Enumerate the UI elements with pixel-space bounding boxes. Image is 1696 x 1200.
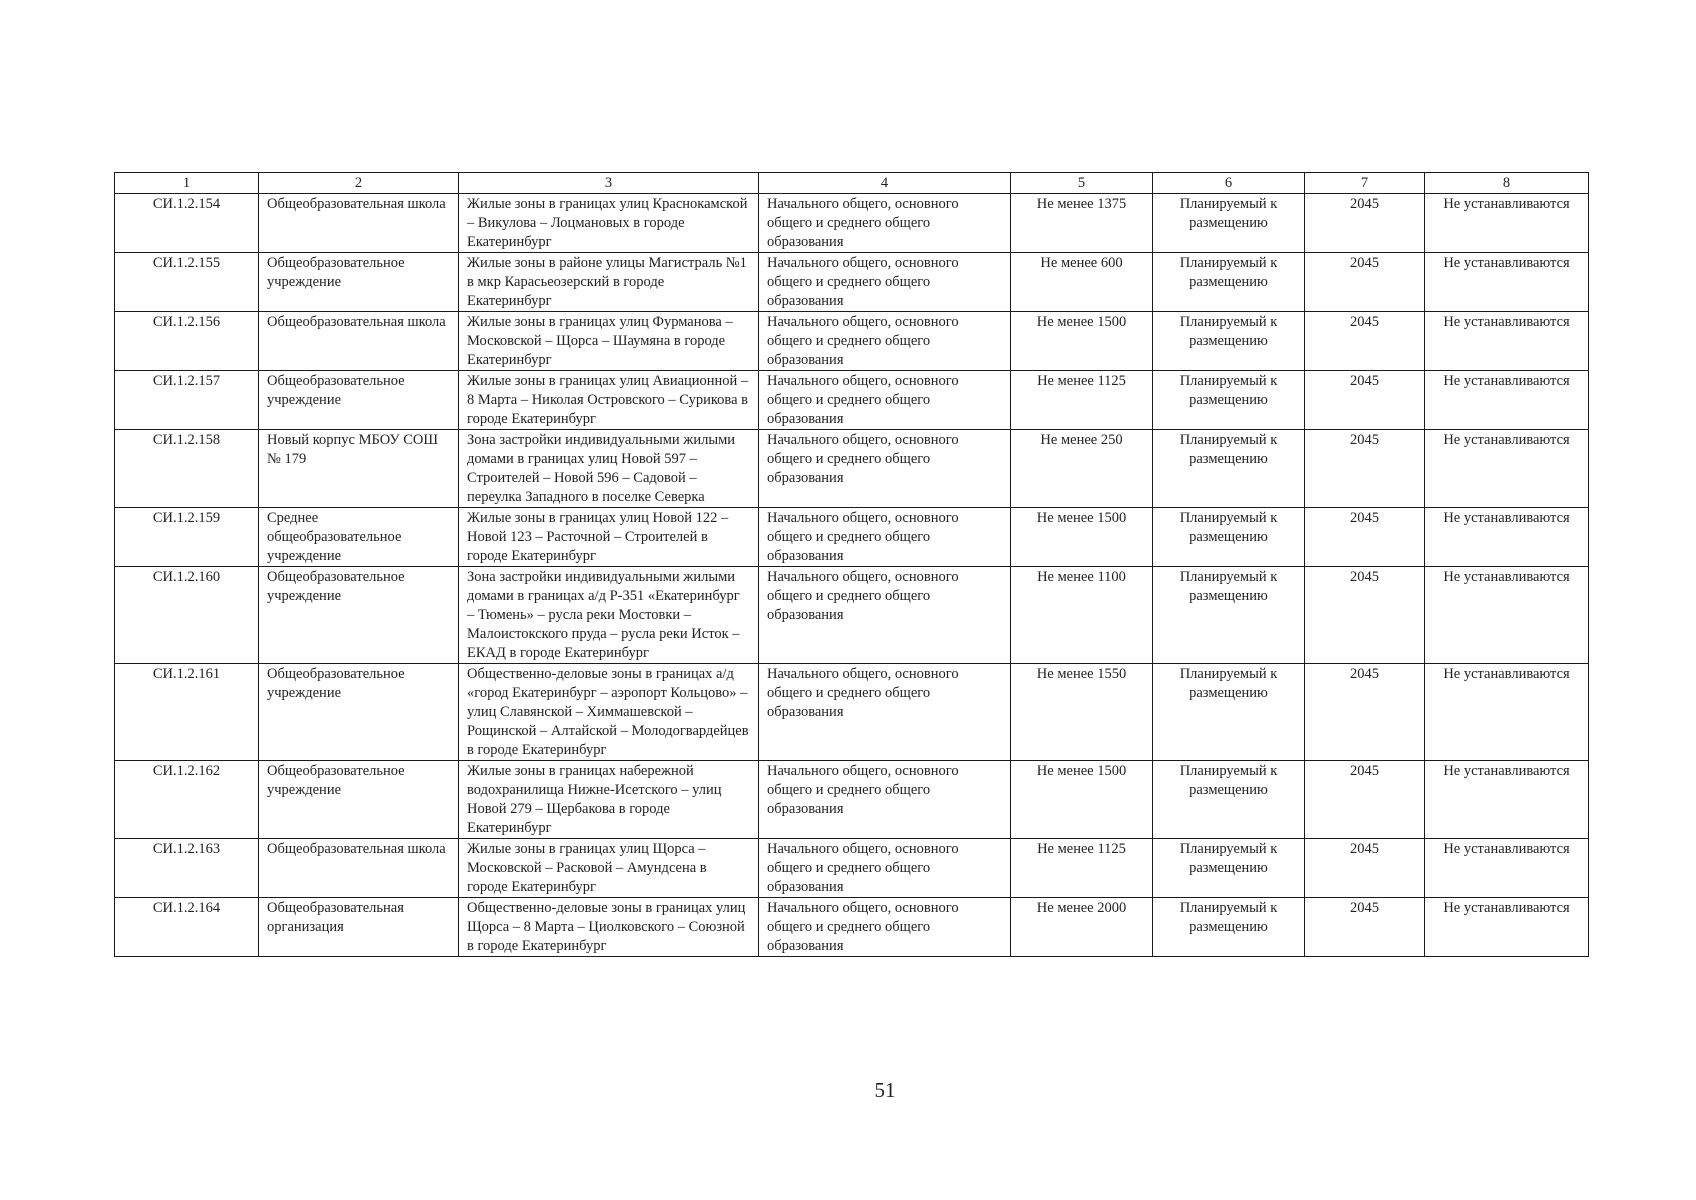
cell-status: Планируемый к размещению: [1153, 898, 1305, 957]
table-row: [115, 761, 1589, 839]
cell-year: 2045: [1305, 430, 1425, 508]
cell-zones: Не устанавливаются: [1425, 664, 1589, 761]
cell-capacity: Не менее 250: [1011, 430, 1153, 508]
cell-object-name: Общеобразовательное учреждение: [259, 664, 459, 761]
column-header: 4: [759, 173, 1011, 194]
cell-status: Планируемый к размещению: [1153, 839, 1305, 898]
cell-zones: Не устанавливаются: [1425, 567, 1589, 664]
cell-code: СИ.1.2.162: [115, 761, 259, 839]
cell-code: СИ.1.2.155: [115, 253, 259, 312]
cell-location: Общественно-деловые зоны в границах улиц Щорса – 8 Марта – Циолковского – Союзной в городе Екатеринбург: [459, 898, 759, 957]
cell-location: Зона застройки индивидуальными жилыми домами в границах улиц Новой 597 – Строителей – Новой 596 – Садовой – переулка Западного в поселке Северка: [459, 430, 759, 508]
cell-year: 2045: [1305, 761, 1425, 839]
cell-object-name: Общеобразовательная школа: [259, 839, 459, 898]
cell-education-level: Начального общего, основного общего и среднего общего образования: [759, 508, 1011, 567]
cell-education-level: Начального общего, основного общего и среднего общего образования: [759, 312, 1011, 371]
cell-code: СИ.1.2.156: [115, 312, 259, 371]
cell-location: Зона застройки индивидуальными жилыми домами в границах а/д Р-351 «Екатеринбург – Тюмень» – русла реки Мостовки – Малоистокского пруда – русла реки Исток – ЕКАД в городе Екатеринбург: [459, 567, 759, 664]
cell-year: 2045: [1305, 194, 1425, 253]
table-row: [115, 312, 1589, 371]
cell-education-level: Начального общего, основного общего и среднего общего образования: [759, 371, 1011, 430]
cell-capacity: Не менее 1100: [1011, 567, 1153, 664]
cell-code: СИ.1.2.163: [115, 839, 259, 898]
facilities-table: [114, 172, 1589, 957]
cell-year: 2045: [1305, 508, 1425, 567]
page-number: 51: [874, 1078, 896, 1102]
table-header-row: [115, 173, 1589, 194]
cell-object-name: Среднее общеобразовательное учреждение: [259, 508, 459, 567]
cell-code: СИ.1.2.161: [115, 664, 259, 761]
cell-location: Жилые зоны в границах улиц Щорса – Московской – Расковой – Амундсена в городе Екатеринбург: [459, 839, 759, 898]
cell-location: Жилые зоны в границах набережной водохранилища Нижне-Исетского – улиц Новой 279 – Щербакова в городе Екатеринбург: [459, 761, 759, 839]
cell-zones: Не устанавливаются: [1425, 253, 1589, 312]
cell-year: 2045: [1305, 253, 1425, 312]
cell-code: СИ.1.2.164: [115, 898, 259, 957]
cell-zones: Не устанавливаются: [1425, 761, 1589, 839]
table-row: [115, 508, 1589, 567]
cell-location: Жилые зоны в границах улиц Краснокамской – Викулова – Лоцмановых в городе Екатеринбург: [459, 194, 759, 253]
column-header: 1: [115, 173, 259, 194]
column-header: 6: [1153, 173, 1305, 194]
cell-status: Планируемый к размещению: [1153, 312, 1305, 371]
cell-education-level: Начального общего, основного общего и среднего общего образования: [759, 898, 1011, 957]
column-header: 3: [459, 173, 759, 194]
cell-year: 2045: [1305, 567, 1425, 664]
table-row: [115, 567, 1589, 664]
cell-education-level: Начального общего, основного общего и среднего общего образования: [759, 761, 1011, 839]
cell-object-name: Общеобразовательная школа: [259, 312, 459, 371]
table-row: [115, 898, 1589, 957]
cell-education-level: Начального общего, основного общего и среднего общего образования: [759, 567, 1011, 664]
column-header: 7: [1305, 173, 1425, 194]
cell-location: Общественно-деловые зоны в границах а/д «город Екатеринбург – аэропорт Кольцово» – улиц Славянской – Химмашевской – Рощинской – Алтайской – Молодогвардейцев в городе Екатеринбург: [459, 664, 759, 761]
cell-capacity: Не менее 1500: [1011, 312, 1153, 371]
column-header: 2: [259, 173, 459, 194]
cell-zones: Не устанавливаются: [1425, 194, 1589, 253]
cell-education-level: Начального общего, основного общего и среднего общего образования: [759, 194, 1011, 253]
cell-location: Жилые зоны в границах улиц Авиационной – 8 Марта – Николая Островского – Сурикова в городе Екатеринбург: [459, 371, 759, 430]
cell-location: Жилые зоны в границах улиц Фурманова – Московской – Щорса – Шаумяна в городе Екатеринбург: [459, 312, 759, 371]
cell-status: Планируемый к размещению: [1153, 430, 1305, 508]
cell-code: СИ.1.2.154: [115, 194, 259, 253]
cell-code: СИ.1.2.157: [115, 371, 259, 430]
cell-education-level: Начального общего, основного общего и среднего общего образования: [759, 253, 1011, 312]
cell-capacity: Не менее 1375: [1011, 194, 1153, 253]
cell-zones: Не устанавливаются: [1425, 312, 1589, 371]
cell-object-name: Общеобразовательная организация: [259, 898, 459, 957]
cell-year: 2045: [1305, 312, 1425, 371]
cell-status: Планируемый к размещению: [1153, 253, 1305, 312]
cell-code: СИ.1.2.160: [115, 567, 259, 664]
cell-capacity: Не менее 600: [1011, 253, 1153, 312]
column-header: 8: [1425, 173, 1589, 194]
cell-capacity: Не менее 1125: [1011, 371, 1153, 430]
cell-year: 2045: [1305, 839, 1425, 898]
cell-object-name: Общеобразовательное учреждение: [259, 253, 459, 312]
cell-object-name: Общеобразовательная школа: [259, 194, 459, 253]
cell-location: Жилые зоны в районе улицы Магистраль №1 в мкр Карасьеозерский в городе Екатеринбург: [459, 253, 759, 312]
cell-object-name: Общеобразовательное учреждение: [259, 567, 459, 664]
table-row: [115, 839, 1589, 898]
cell-education-level: Начального общего, основного общего и среднего общего образования: [759, 430, 1011, 508]
cell-code: СИ.1.2.159: [115, 508, 259, 567]
cell-capacity: Не менее 1550: [1011, 664, 1153, 761]
cell-education-level: Начального общего, основного общего и среднего общего образования: [759, 664, 1011, 761]
cell-status: Планируемый к размещению: [1153, 508, 1305, 567]
cell-status: Планируемый к размещению: [1153, 567, 1305, 664]
cell-object-name: Общеобразовательное учреждение: [259, 761, 459, 839]
cell-object-name: Новый корпус МБОУ СОШ № 179: [259, 430, 459, 508]
table-row: [115, 664, 1589, 761]
cell-code: СИ.1.2.158: [115, 430, 259, 508]
cell-capacity: Не менее 1500: [1011, 508, 1153, 567]
cell-status: Планируемый к размещению: [1153, 664, 1305, 761]
cell-location: Жилые зоны в границах улиц Новой 122 – Новой 123 – Расточной – Строителей в городе Екатеринбург: [459, 508, 759, 567]
cell-year: 2045: [1305, 664, 1425, 761]
table-row: [115, 253, 1589, 312]
cell-year: 2045: [1305, 371, 1425, 430]
cell-education-level: Начального общего, основного общего и среднего общего образования: [759, 839, 1011, 898]
cell-zones: Не устанавливаются: [1425, 430, 1589, 508]
table-row: [115, 430, 1589, 508]
cell-capacity: Не менее 2000: [1011, 898, 1153, 957]
cell-capacity: Не менее 1500: [1011, 761, 1153, 839]
cell-year: 2045: [1305, 898, 1425, 957]
cell-capacity: Не менее 1125: [1011, 839, 1153, 898]
cell-object-name: Общеобразовательное учреждение: [259, 371, 459, 430]
table-row: [115, 371, 1589, 430]
column-header: 5: [1011, 173, 1153, 194]
cell-status: Планируемый к размещению: [1153, 761, 1305, 839]
cell-zones: Не устанавливаются: [1425, 371, 1589, 430]
table-body: [115, 194, 1589, 957]
table-row: [115, 194, 1589, 253]
cell-zones: Не устанавливаются: [1425, 898, 1589, 957]
cell-zones: Не устанавливаются: [1425, 508, 1589, 567]
cell-status: Планируемый к размещению: [1153, 194, 1305, 253]
cell-zones: Не устанавливаются: [1425, 839, 1589, 898]
cell-status: Планируемый к размещению: [1153, 371, 1305, 430]
